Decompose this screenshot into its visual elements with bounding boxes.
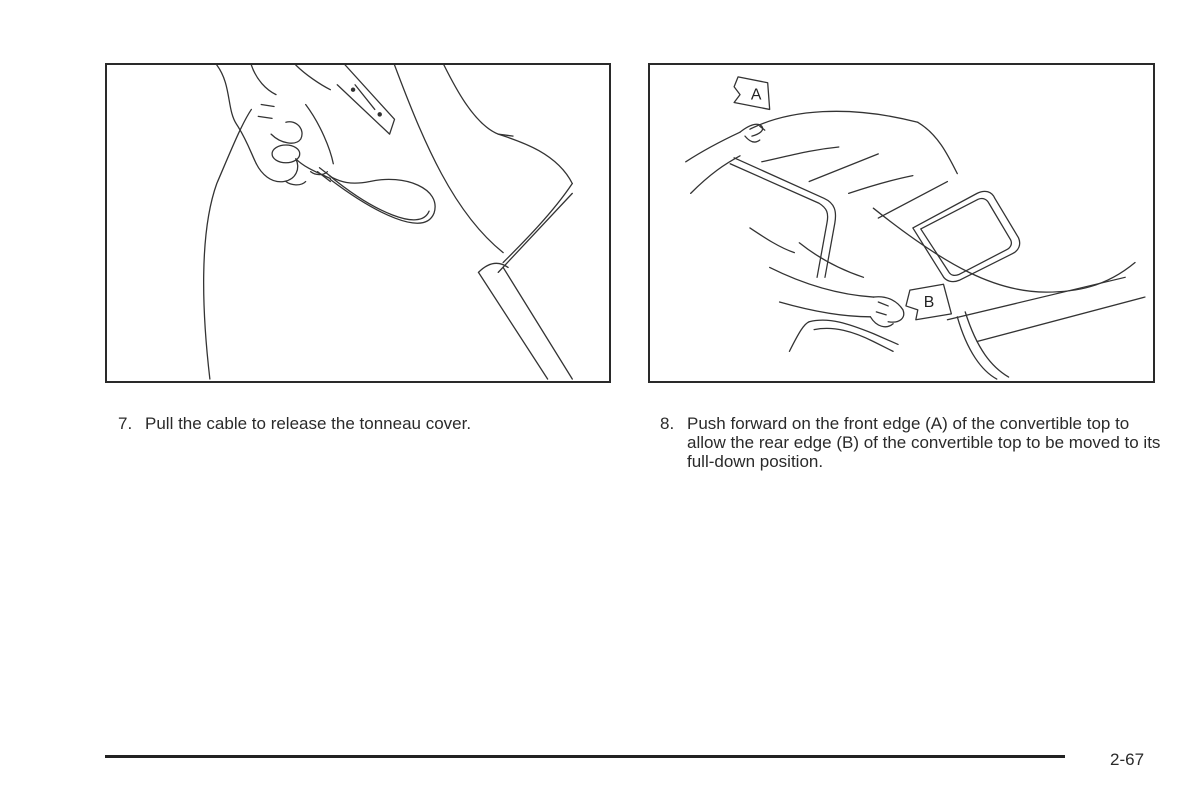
convertible-top-illustration xyxy=(648,63,1155,383)
step-7 xyxy=(118,414,598,433)
step-7-text: Pull the cable to release the tonneau cover. xyxy=(145,414,472,433)
footer-rule xyxy=(105,755,1065,758)
page-number: 2-67 xyxy=(1110,750,1145,769)
convertible-top-drawing xyxy=(650,65,1153,381)
step-7-number: 7. xyxy=(118,414,133,433)
cable-pull-drawing xyxy=(107,65,609,381)
callout-b-label: B xyxy=(923,293,935,311)
step-8 xyxy=(660,414,1180,471)
callout-a-label: A xyxy=(750,86,762,104)
step-8-text: Push forward on the front edge (A) of the convertible top to allow the rear edge (B) of the convertible top to be moved to its full-down position. xyxy=(687,414,1161,471)
tonneau-release-cable-illustration xyxy=(105,63,611,383)
step-8-number: 8. xyxy=(660,414,675,433)
